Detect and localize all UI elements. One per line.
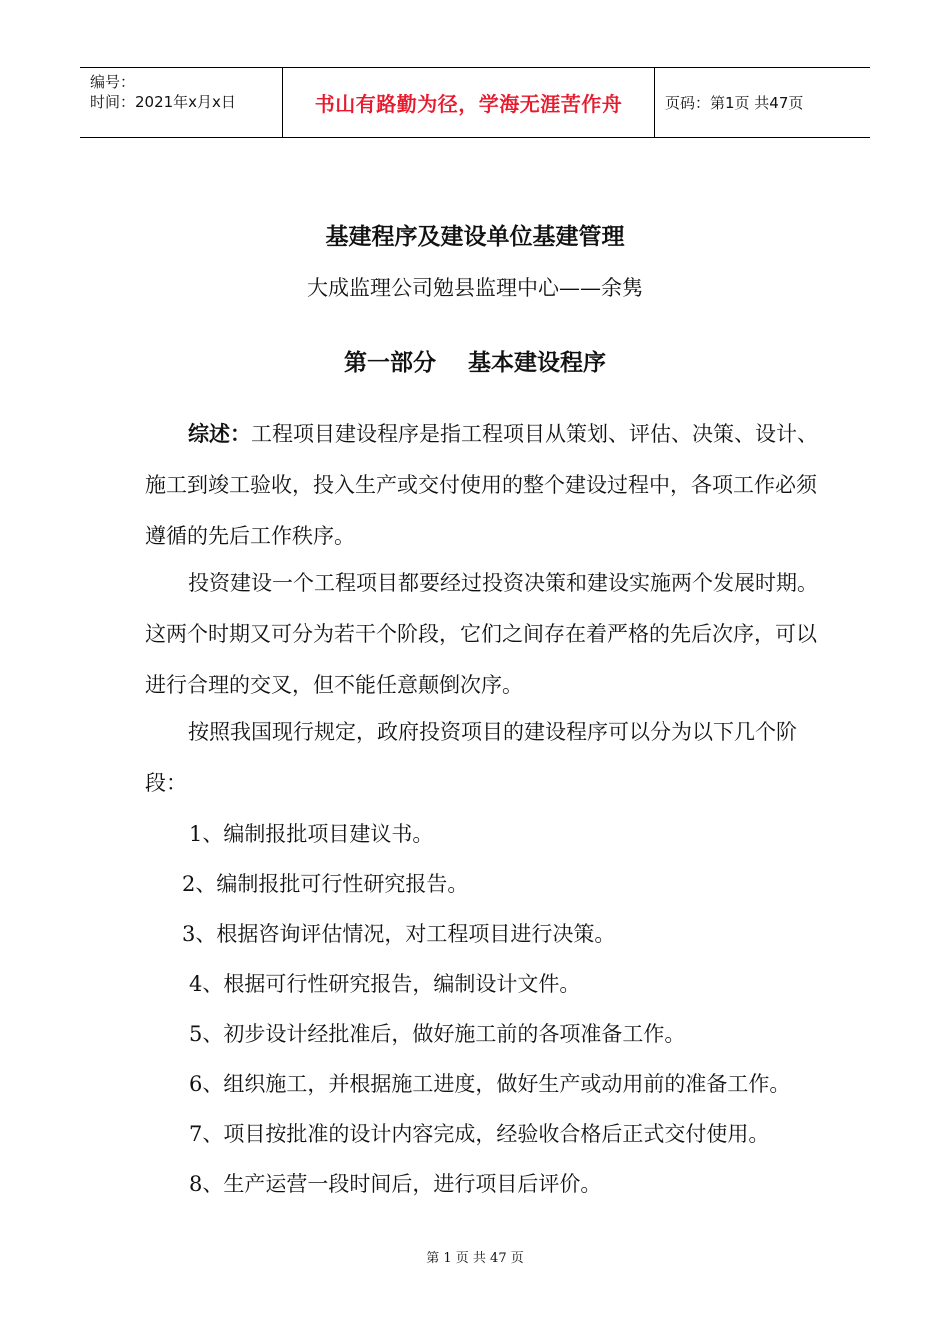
list-item: 4、根据可行性研究报告，编制设计文件。 [189, 972, 581, 996]
document-title: 基建程序及建设单位基建管理 [325, 224, 625, 250]
paragraph-3-text: 按照我国现行规定，政府投资项目的建设程序可以分为以下几个阶段： [145, 720, 797, 795]
number-label: 编号： [90, 73, 136, 91]
list-item: 5、初步设计经批准后，做好施工前的各项准备工作。 [189, 1022, 686, 1046]
paragraph-3 [145, 707, 825, 809]
motto: 书山有路勤为径，学海无涯苦作舟 [314, 92, 623, 116]
paragraph-summary [145, 409, 825, 562]
list-item: 8、生产运营一段时间后，进行项目后评价。 [189, 1172, 602, 1196]
header-motto-cell [282, 68, 655, 137]
list-item: 7、项目按批准的设计内容完成，经验收合格后正式交付使用。 [189, 1122, 770, 1146]
list-item: 2、编制报批可行性研究报告。 [182, 872, 469, 896]
summary-lead: 综述： [188, 422, 251, 446]
header-table [80, 67, 870, 138]
time-label: 时间：2021年x月x日 [90, 93, 236, 111]
list-item: 3、根据咨询评估情况，对工程项目进行决策。 [182, 922, 616, 946]
page-info: 页码：第1页 共47页 [665, 94, 804, 112]
header-page-cell [655, 68, 870, 137]
section-title: 第一部分 基本建设程序 [343, 350, 607, 376]
list-item: 6、组织施工，并根据施工进度，做好生产或动用前的准备工作。 [189, 1072, 791, 1096]
list-item: 1、编制报批项目建议书。 [189, 822, 434, 846]
summary-body: 工程项目建设程序是指工程项目从策划、评估、决策、设计、施工到竣工验收，投入生产或交付使用的整个建设过程中，各项工作必须遵循的先后工作秩序。 [145, 422, 818, 548]
document-subtitle: 大成监理公司勉县监理中心——余隽 [307, 276, 643, 300]
page-footer: 第 1 页 共 47 页 [426, 1251, 524, 1266]
header-meta [80, 68, 282, 137]
paragraph-2-text: 投资建设一个工程项目都要经过投资决策和建设实施两个发展时期。这两个时期又可分为若干个阶段，它们之间存在着严格的先后次序，可以进行合理的交叉，但不能任意颠倒次序。 [145, 571, 818, 697]
paragraph-2 [145, 558, 825, 711]
